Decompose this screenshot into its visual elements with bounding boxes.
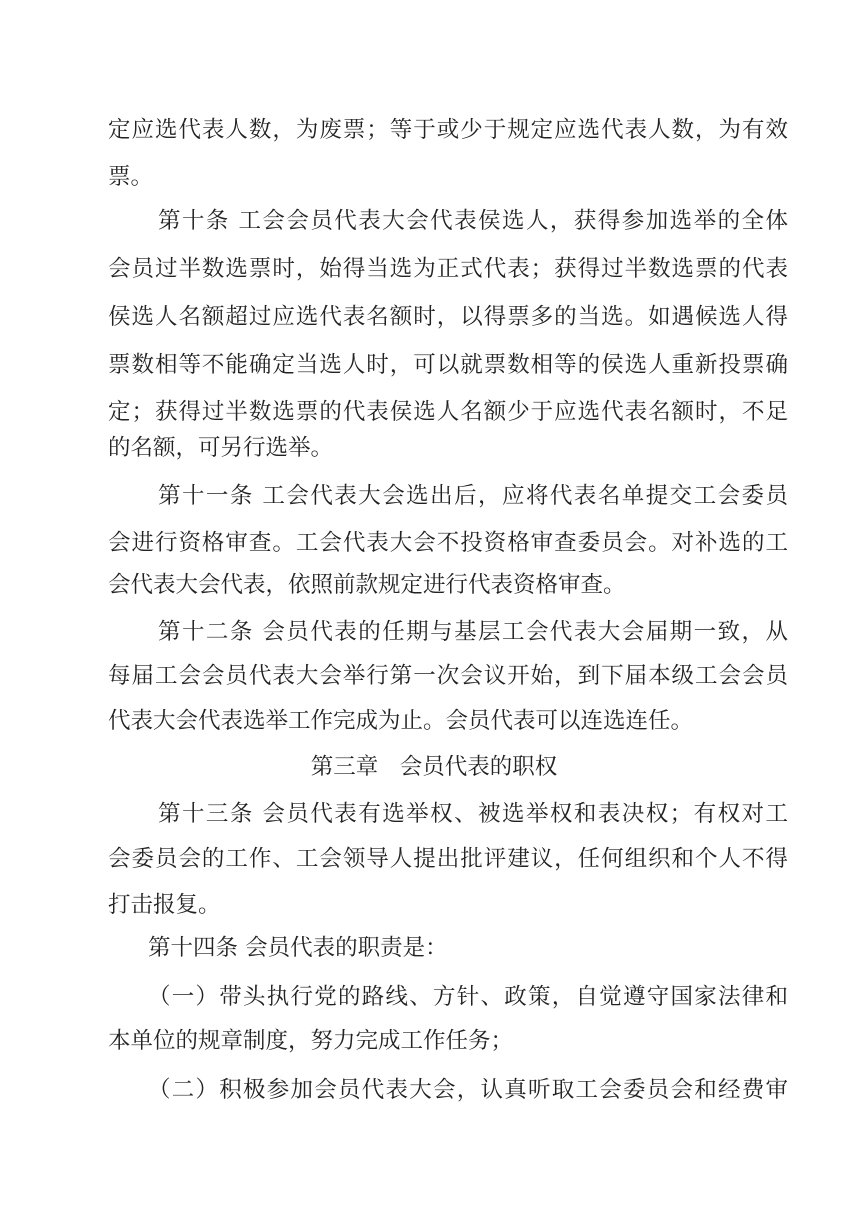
article-12-first-line: 第十二条 会员代表的任期与基层工会代表大会届期一致，从 — [158, 619, 788, 645]
text-line: 侯选人名额超过应选代表名额时，以得票多的当选。如遇候选人得 — [108, 304, 788, 330]
item-1-first-line: （一）带头执行党的路线、方针、政策，自觉遵守国家法律和 — [148, 984, 788, 1010]
text-line: 会委员会的工作、工会领导人提出批评建议，任何组织和个人不得 — [108, 846, 788, 872]
text-line: 打击报复。 — [108, 892, 221, 918]
text-line: 票数相等不能确定当选人时，可以就票数相等的侯选人重新投票确 — [108, 352, 788, 378]
article-14-line: 第十四条 会员代表的职责是： — [148, 935, 448, 961]
text-line: 会员过半数选票时，始得当选为正式代表；获得过半数选票的代表 — [108, 256, 788, 282]
text-line: 的名额，可另行选举。 — [108, 435, 334, 461]
text-line: 票。 — [108, 164, 154, 190]
text-line: 代表大会代表选举工作完成为止。会员代表可以连选连任。 — [108, 708, 694, 734]
text-line: 定应选代表人数，为废票；等于或少于规定应选代表人数，为有效 — [108, 117, 788, 143]
text-line: 会代表大会代表，依照前款规定进行代表资格审查。 — [108, 572, 626, 598]
article-13-first-line: 第十三条 会员代表有选举权、被选举权和表决权；有权对工 — [158, 801, 788, 827]
chapter-3-heading: 第三章 会员代表的职权 — [310, 754, 558, 780]
article-10-first-line: 第十条 工会会员代表大会代表侯选人，获得参加选举的全体 — [158, 208, 788, 234]
text-line: 每届工会会员代表大会举行第一次会议开始，到下届本级工会会员 — [108, 663, 788, 689]
text-line: 本单位的规章制度，努力完成工作任务； — [108, 1028, 514, 1054]
item-2-first-line: （二）积极参加会员代表大会，认真听取工会委员会和经费审 — [148, 1077, 788, 1103]
text-line: 定；获得过半数选票的代表侯选人名额少于应选代表名额时，不足 — [108, 399, 788, 425]
article-11-first-line: 第十一条 工会代表大会选出后，应将代表名单提交工会委员 — [158, 483, 788, 509]
text-line: 会进行资格审查。工会代表大会不投资格审查委员会。对补选的工 — [108, 530, 788, 556]
